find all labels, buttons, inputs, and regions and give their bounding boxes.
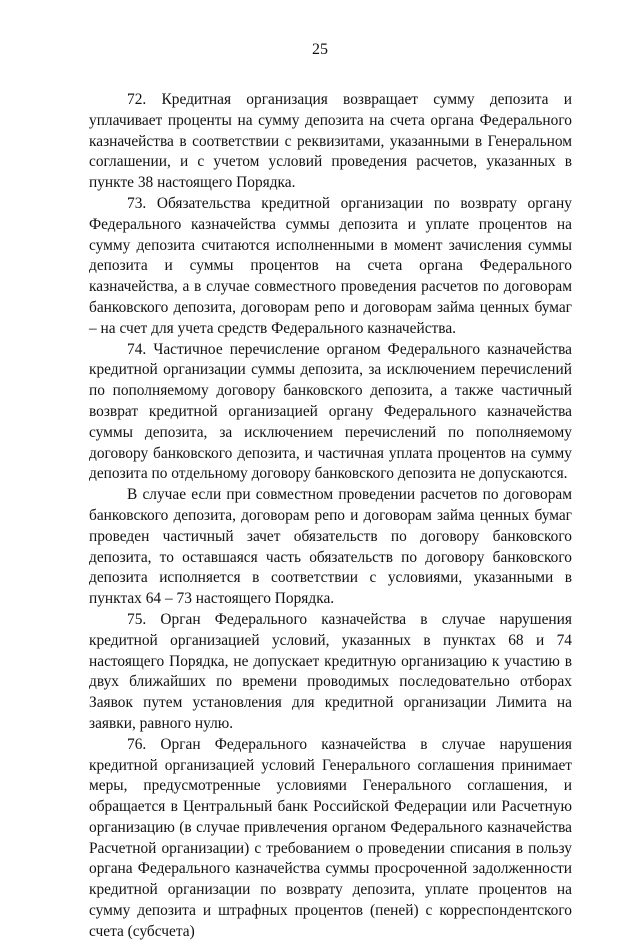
document-body (89, 90, 572, 943)
paragraph-74-continuation: В случае если при совместном проведении расчетов по договорам банковского депозита, договорам репо и договорам займа ценных бумаг проведен частичный зачет обязательств по договору банковского депозита, то оставшаяся часть обязательств по договору банковского депозита исполняется в соответствии с условиями, указанными в пунктах 64 – 73 настоящего Порядка. (89, 486, 572, 608)
paragraph-72: 72. Кредитная организация возвращает сумму депозита и уплачивает проценты на сумму депозита на счета органа Федерального казначейства в соответствии с реквизитами, указанными в Генеральном соглашении, и с учетом условий проведения расчетов, указанных в пункте 38 настоящего Порядка. (89, 91, 572, 192)
paragraph-75: 75. Орган Федерального казначейства в случае нарушения кредитной организацией условий, указанных в пунктах 68 и 74 настоящего Порядка, не допускает кредитную организацию к участию в двух ближайших по времени проводимых последовательно отборах Заявок путем установления для кредитной организации Лимита на заявки, равного нулю. (89, 610, 572, 732)
paragraph-76: 76. Орган Федерального казначейства в случае нарушения кредитной организацией условий Генерального соглашения принимает меры, предусмотренные условиями Генерального соглашения, и обращается в Центральный банк Российской Федерации или Расчетную организацию (в случае привлечения органом Федерального казначейства Расчетной организации) с требованием о проведении списания в пользу органа Федерального казначейства суммы просроченной задолженности кредитной организации по возврату депозита, уплате процентов на сумму депозита и штрафных процентов (пеней) с корреспондентского счета (субсчета) (89, 735, 572, 940)
paragraph-74: 74. Частичное перечисление органом Федерального казначейства кредитной организации суммы депозита, за исключением перечислений по пополняемому договору банковского депозита, а также частичный возврат кредитной организацией органу Федерального казначейства суммы депозита, за исключением перечислений по пополняемому договору банковского депозита, и частичная уплата процентов на сумму депозита по отдельному договору банковского депозита не допускаются. (89, 340, 572, 483)
page-number: 25 (312, 41, 328, 58)
paragraph-73: 73. Обязательства кредитной организации по возврату органу Федерального казначейства суммы депозита и уплате процентов на сумму депозита считаются исполненными в момент зачисления суммы депозита и суммы процентов на счета органа Федерального казначейства, а в случае совместного проведения расчетов по договорам банковского депозита, договорам репо и договорам займа ценных бумаг – на счет для учета средств Федерального казначейства. (89, 194, 572, 337)
